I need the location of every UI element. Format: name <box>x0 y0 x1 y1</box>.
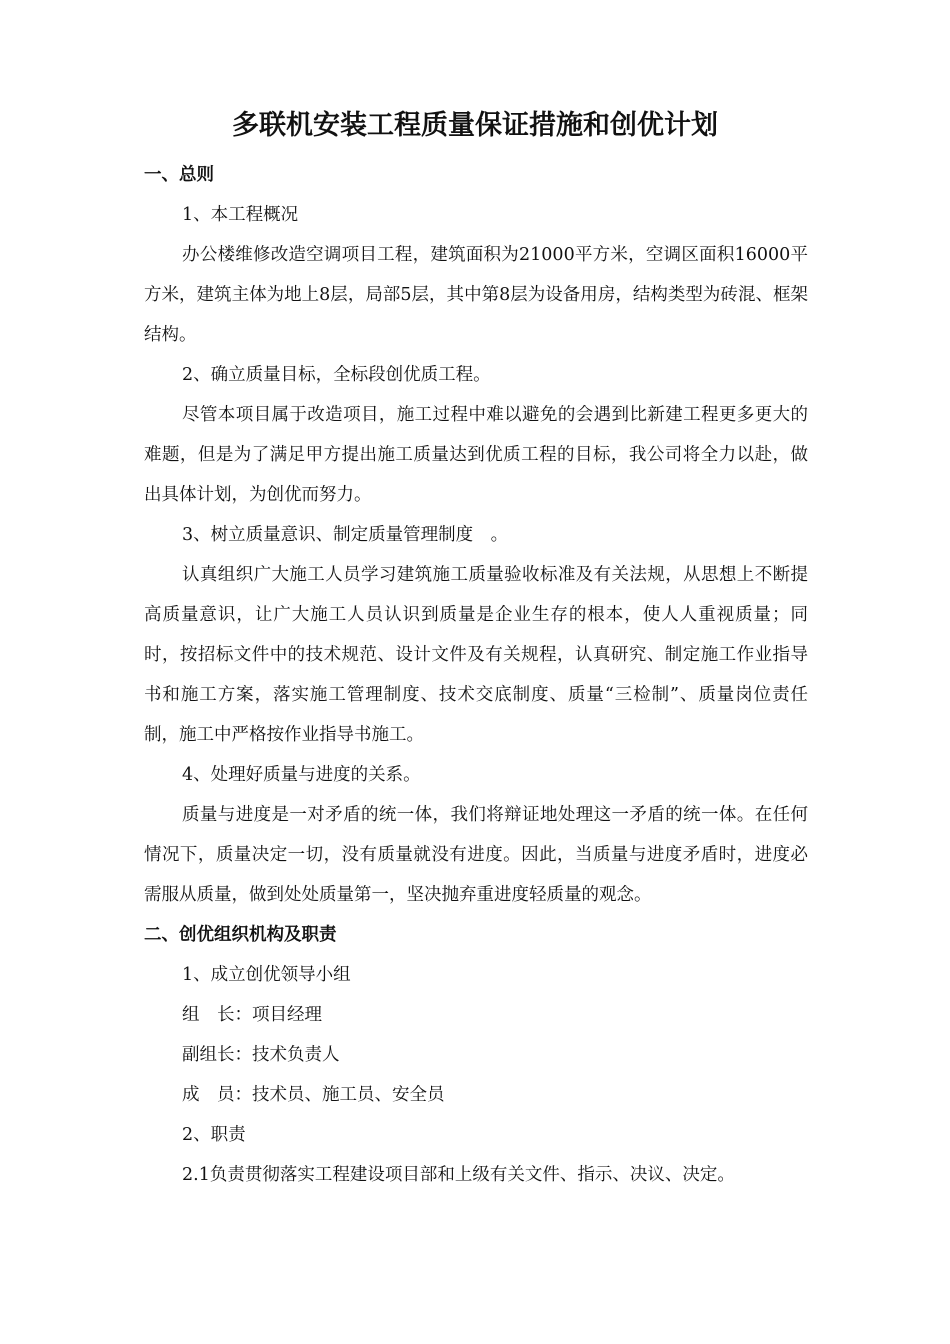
section-1-item-3-title: 3、树立质量意识、制定质量管理制度 。 <box>182 525 509 545</box>
section-1-item-3-text: 认真组织广大施工人员学习建筑施工质量验收标准及有关法规，从思想上不断提高质量意识，让广大施工人员认识到质量是企业生存的根本，使人人重视质量；同时，按招标文件中的技术规范、设计文件及有关规程，认真研究、制定施工作业指导书和施工方案，落实施工管理制度、技术交底制度、质量“三检制”、质量岗位责任制，施工中严格按作业指导书施工。 <box>144 565 808 745</box>
section-2-heading: 二、创优组织机构及职责 <box>144 925 337 945</box>
document-body <box>144 155 808 1195</box>
section-2-item-2-title: 2、职责 <box>182 1125 246 1145</box>
section-1-item-4-title: 4、处理好质量与进度的关系。 <box>182 765 421 785</box>
section-2-item-2-1: 2.1负责贯彻落实工程建设项目部和上级有关文件、指示、决议、决定。 <box>182 1165 735 1185</box>
section-1-heading: 一、总则 <box>144 165 214 185</box>
section-1-item-1-text: 办公楼维修改造空调项目工程，建筑面积为21000平方米，空调区面积16000平方米，建筑主体为地上8层，局部5层，其中第8层为设备用房，结构类型为砖混、框架结构。 <box>144 245 808 345</box>
deputy-leader-line: 副组长：技术负责人 <box>182 1045 340 1065</box>
section-1-item-4-text: 质量与进度是一对矛盾的统一体，我们将辩证地处理这一矛盾的统一体。在任何情况下，质量决定一切，没有质量就没有进度。因此，当质量与进度矛盾时，进度必需服从质量，做到处处质量第一，坚决抛弃重进度轻质量的观念。 <box>144 805 808 905</box>
group-leader-line: 组 长：项目经理 <box>182 1005 322 1025</box>
section-1-item-2-text: 尽管本项目属于改造项目，施工过程中难以避免的会遇到比新建工程更多更大的难题，但是为了满足甲方提出施工质量达到优质工程的目标，我公司将全力以赴，做出具体计划，为创优而努力。 <box>144 405 808 505</box>
section-2-item-1-title: 1、成立创优领导小组 <box>182 965 351 985</box>
document-title: 多联机安装工程质量保证措施和创优计划 <box>232 110 718 141</box>
section-1-item-2-title: 2、确立质量目标，全标段创优质工程。 <box>182 365 491 385</box>
section-1-item-1-title: 1、本工程概况 <box>182 205 299 225</box>
members-line: 成 员：技术员、施工员、安全员 <box>182 1085 445 1105</box>
